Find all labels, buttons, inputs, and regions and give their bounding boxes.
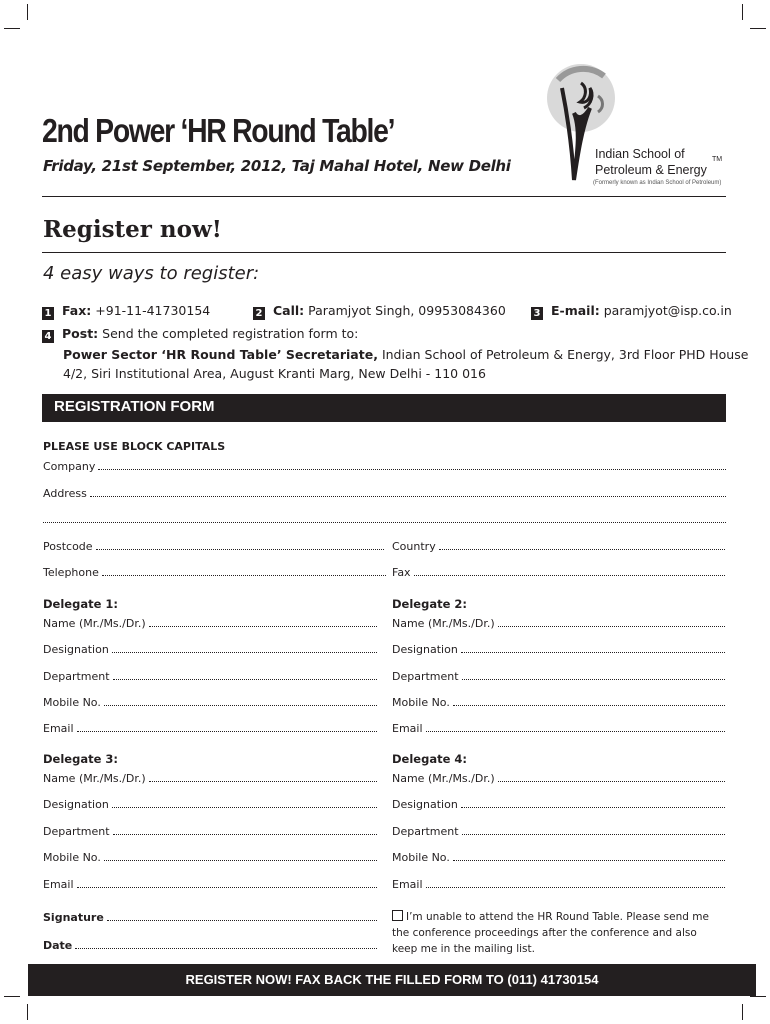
crop-mark <box>742 1004 743 1020</box>
event-subtitle: Friday, 21st September, 2012, Taj Mahal Hotel, New Delhi <box>43 157 511 175</box>
fax-field[interactable]: Fax <box>392 565 725 581</box>
delegate-3-department-field[interactable]: Department <box>43 824 377 840</box>
crop-mark <box>750 996 766 997</box>
delegate-1-heading: Delegate 1: <box>43 597 118 611</box>
delegate-3-email-field[interactable]: Email <box>43 877 377 893</box>
unable-to-attend-checkbox[interactable] <box>392 910 403 921</box>
delegate-1-mobile-field[interactable]: Mobile No. <box>43 695 377 711</box>
method-email: 3 E-mail: paramjyot@isp.co.in <box>531 303 732 320</box>
delegate-2-email-field[interactable]: Email <box>392 721 725 737</box>
delegate-4-designation-field[interactable]: Designation <box>392 797 725 813</box>
delegate-1-email-field[interactable]: Email <box>43 721 377 737</box>
unable-to-attend-option <box>392 909 722 957</box>
block-capitals-note: PLEASE USE BLOCK CAPITALS <box>43 440 226 453</box>
logo-trademark: TM <box>712 156 723 163</box>
country-field[interactable]: Country <box>392 539 725 555</box>
logo-name: Indian School of Petroleum & Energy <box>595 147 707 177</box>
delegate-3-mobile-field[interactable]: Mobile No. <box>43 850 377 866</box>
delegate-4-mobile-field[interactable]: Mobile No. <box>392 850 725 866</box>
register-divider <box>42 252 726 253</box>
address-field-line2[interactable] <box>43 512 726 528</box>
delegate-2-department-field[interactable]: Department <box>392 669 725 685</box>
crop-mark <box>750 28 766 29</box>
footer-band <box>28 964 756 996</box>
telephone-field[interactable]: Telephone <box>43 565 386 581</box>
header-divider <box>42 196 726 197</box>
delegate-4-heading: Delegate 4: <box>392 752 467 766</box>
delegate-2-designation-field[interactable]: Designation <box>392 642 725 658</box>
method-call: 2 Call: Paramjyot Singh, 09953084360 <box>253 303 506 320</box>
address-field[interactable]: Address <box>43 486 726 502</box>
delegate-2-mobile-field[interactable]: Mobile No. <box>392 695 725 711</box>
delegate-1-designation-field[interactable]: Designation <box>43 642 377 658</box>
date-field[interactable]: Date <box>43 938 377 954</box>
company-field[interactable]: Company <box>43 459 726 475</box>
crop-mark <box>27 1004 28 1020</box>
register-subheading: 4 easy ways to register: <box>43 263 260 284</box>
method-post: 4 Post: Send the completed registration form to: <box>42 326 358 343</box>
postcode-field[interactable]: Postcode <box>43 539 384 555</box>
delegate-2-name-field[interactable]: Name (Mr./Ms./Dr.) <box>392 616 725 632</box>
logo-formerly: (Formerly known as Indian School of Petroleum) <box>593 180 722 186</box>
signature-field[interactable]: Signature <box>43 910 377 926</box>
crop-mark <box>742 4 743 20</box>
crop-mark <box>4 28 20 29</box>
delegate-1-name-field[interactable]: Name (Mr./Ms./Dr.) <box>43 616 377 632</box>
delegate-1-department-field[interactable]: Department <box>43 669 377 685</box>
delegate-3-name-field[interactable]: Name (Mr./Ms./Dr.) <box>43 771 377 787</box>
delegate-2-heading: Delegate 2: <box>392 597 467 611</box>
registration-form-band: REGISTRATION FORM <box>42 394 726 422</box>
crop-mark <box>27 4 28 20</box>
method-fax: 1 Fax: +91-11-41730154 <box>42 303 210 320</box>
unable-to-attend-text: I’m unable to attend the HR Round Table. Please send me the conference proceedings after the conference and also keep me in the mailing list. <box>392 911 709 955</box>
delegate-4-name-field[interactable]: Name (Mr./Ms./Dr.) <box>392 771 725 787</box>
register-heading: Register now! <box>43 216 222 243</box>
event-title: 2nd Power ‘HR Round Table’ <box>42 112 395 149</box>
crop-mark <box>4 996 20 997</box>
delegate-3-designation-field[interactable]: Designation <box>43 797 377 813</box>
postal-address-line2: 4/2, Siri Institutional Area, August Kranti Marg, New Delhi - 110 016 <box>63 366 486 381</box>
delegate-4-email-field[interactable]: Email <box>392 877 725 893</box>
delegate-3-heading: Delegate 3: <box>43 752 118 766</box>
delegate-4-department-field[interactable]: Department <box>392 824 725 840</box>
postal-address-line1: Power Sector ‘HR Round Table’ Secretariate, Indian School of Petroleum & Energy, 3rd Floor PHD House <box>63 347 749 362</box>
footer-text: REGISTER NOW! FAX BACK THE FILLED FORM TO (011) 41730154 <box>185 972 599 987</box>
